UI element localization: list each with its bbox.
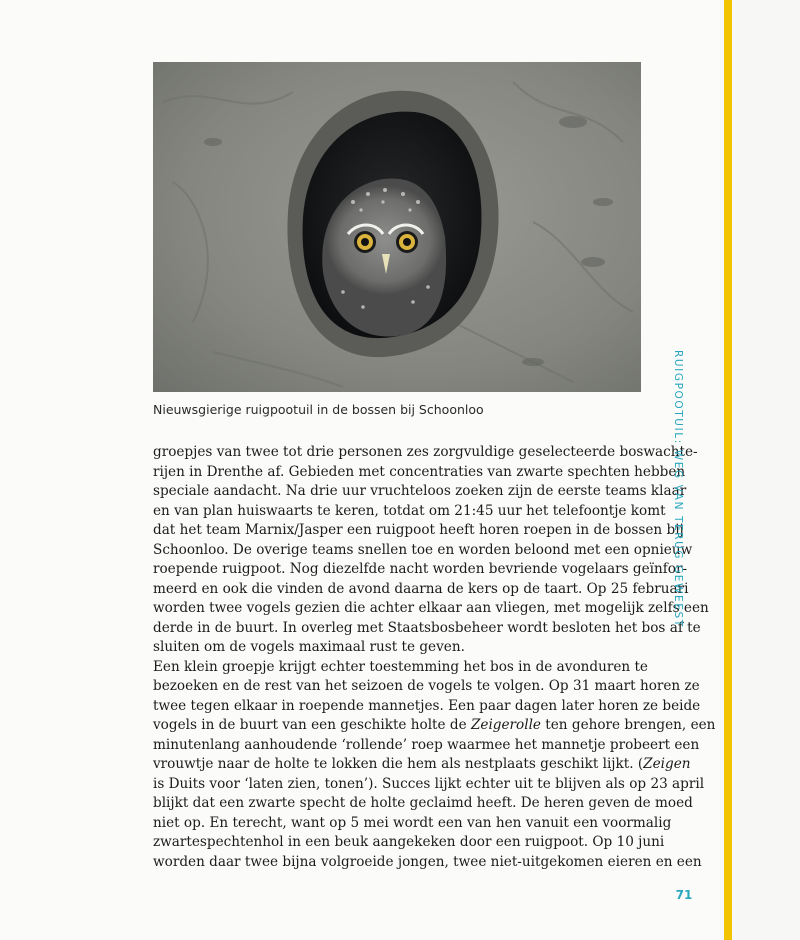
text-line: zwartespechtenhol in een beuk aangekeken door een ruigpoot. Op 10 juni — [153, 834, 665, 850]
text-segment: vogels in de buurt van een geschikte holte de — [153, 717, 471, 733]
text-line: meerd en ook die vinden de avond daarna de kers op de taart. Op 25 februari — [153, 580, 689, 597]
running-head: RUIGPOOTUIL: WEG VAN TERUG GEWEEST — [672, 350, 684, 628]
page-edge-bar — [724, 0, 732, 940]
text-line: rijen in Drenthe af. Gebieden met concentraties van zwarte spechten hebben — [153, 463, 686, 480]
text-line: groepjes van twee tot drie personen zes zorgvuldige geselecteerde boswachte- — [153, 444, 698, 460]
text-line: niet op. En terecht, want op 5 mei wordt een van hen vanuit een voormalig — [153, 814, 672, 831]
text-line: worden twee vogels gezien die achter elkaar aan vliegen, met mogelijk zelfs een — [153, 600, 709, 616]
page-number: 71 — [675, 888, 693, 902]
text-line: en van plan huiswaarts te keren, totdat om 21:45 uur het telefoontje komt — [153, 502, 666, 519]
text-line: dat het team Marnix/Jasper een ruigpoot heeft horen roepen in de bossen bij — [153, 522, 684, 538]
text-line: twee tegen elkaar in roepende mannetjes. Een paar dagen later horen ze beide — [153, 697, 701, 714]
text-line: derde in de buurt. In overleg met Staatsbosbeheer wordt besloten het bos af te — [153, 619, 701, 636]
text-line: minutenlang aanhoudende ‘rollende’ roep waarmee het mannetje probeert een — [153, 736, 700, 753]
text-segment: ten gehore brengen, een — [540, 717, 716, 733]
text-line: bezoeken en de rest van het seizoen de vogels te volgen. Op 31 maart horen ze — [153, 678, 700, 694]
italic-term: Zeigerolle — [470, 717, 541, 733]
italic-term: Zeigen — [643, 756, 691, 772]
text-line: speciale aandacht. Na drie uur vruchteloos zoeken zijn de eerste teams klaar — [153, 483, 687, 499]
text-segment: vrouwtje naar de holte te lokken die hem als nestplaats geschikt lijkt. ( — [153, 756, 644, 772]
text-line: sluiten om de vogels maximaal rust te geven. — [153, 639, 465, 655]
text-line: roepende ruigpoot. Nog diezelfde nacht worden bevriende vogelaars geïnfor- — [153, 561, 688, 577]
owl-photo — [153, 62, 641, 392]
text-line — [153, 755, 691, 775]
text-line: blijkt dat een zwarte specht de holte geclaimd heeft. De heren geven de moed — [153, 795, 693, 811]
photo-caption: Nieuwsgierige ruigpootuil in de bossen bij Schoonloo — [153, 402, 484, 417]
text-line: Een klein groepje krijgt echter toestemming het bos in de avonduren te — [153, 658, 648, 675]
text-line: Schoonloo. De overige teams snellen toe en worden beloond met een opnieuw — [153, 541, 693, 558]
text-line — [153, 716, 716, 736]
text-line: is Duits voor ‘laten zien, tonen’). Succes lijkt echter uit te blijven als op 23 april — [153, 775, 705, 792]
text-line: worden daar twee bijna volgroeide jongen, twee niet-uitgekomen eieren en een — [153, 853, 702, 870]
